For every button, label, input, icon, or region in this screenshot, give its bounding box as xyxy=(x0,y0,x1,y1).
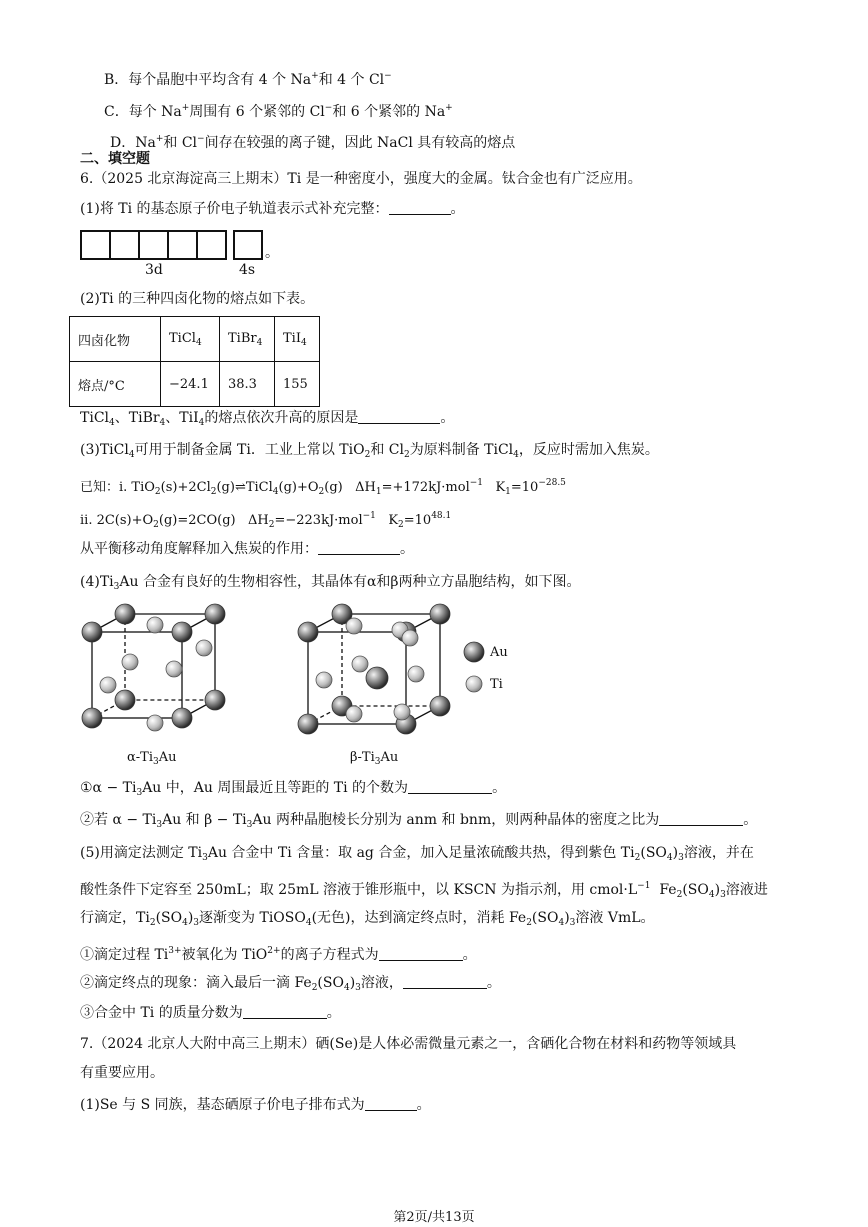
legend-ti-label: Ti xyxy=(490,677,503,692)
q6-part3-question: 从平衡移动角度解释加入焦炭的作用： 。 xyxy=(80,541,414,557)
table-cell: 155 xyxy=(275,362,320,407)
q7-stem-line2: 有重要应用。 xyxy=(80,1065,164,1081)
halide-table xyxy=(69,316,320,407)
page-footer: 第2页/共13页 xyxy=(393,1210,475,1225)
q7-stem-line1: 7.（2024 北京人大附中高三上期末）硒(Se)是人体必需微量元素之一，含硒化合物在材料和药物等领域具 xyxy=(80,1036,737,1052)
q6-part3: (3)TiCl$_4$可用于制备金属 Ti．工业上常以 TiO$_2$和 $Cl_2$为原料制备 TiCl$_4$，反应时需加入焦炭。 xyxy=(80,442,659,460)
q6-part2-question: TiCl$_4$、TiBr$_4$、TiI$_4$的熔点依次升高的原因是 。 xyxy=(80,410,455,428)
q6-part4-q2: ②若 $\alpha - Ti_3Au$ 和 $\beta - Ti_3Au$ 两种晶胞棱长分别为 anm 和 bnm，则两种晶体的密度之比为 。 xyxy=(80,812,758,830)
answer-blank[interactable] xyxy=(358,409,440,424)
orbital-4s-label: 4s xyxy=(239,262,256,278)
option-c: C．每个 Na+周围有 6 个紧邻的 Cl−和 6 个紧邻的 Na+ xyxy=(104,103,453,120)
table-row-label: 熔点/°C xyxy=(70,362,161,407)
answer-blank[interactable] xyxy=(408,779,492,794)
legend-au-label: Au xyxy=(490,645,508,660)
orbital-3d-boxes xyxy=(80,230,227,260)
section-title: 二、填空题 xyxy=(80,151,150,167)
q6-part5-q1: ①滴定过程 $Ti^{3+}$被氧化为 TiO$^{2+}$的离子方程式为 。 xyxy=(80,946,477,963)
orbital-3d-label: 3d xyxy=(145,262,163,278)
equation-i: 已知：i. $TiO_2(s)+2Cl_2(g)\rightleftharpoons TiCl_4(g)+O_2(g)$ $\Delta H_1=+172kJ\cdot mol^{-1}$ $K_1=10^{-28.5}$ xyxy=(80,478,566,497)
answer-blank[interactable] xyxy=(365,1096,417,1111)
answer-blank[interactable] xyxy=(243,1004,327,1019)
table-cell: TiI$_4$ xyxy=(275,317,320,362)
legend-ti-swatch xyxy=(466,676,482,692)
option-d: D．Na+和 Cl−间存在较强的离子键，因此 NaCl 具有较高的熔点 xyxy=(110,134,516,151)
q7-part1: (1)Se 与 S 同族，基态硒原子价电子排布式为 。 xyxy=(80,1097,431,1113)
alpha-caption: $\alpha-Ti_3Au$ xyxy=(127,750,177,767)
q6-part4: $(4)Ti_3Au$ 合金有良好的生物相容性，其晶体有α和β两种立方晶胞结构，如下图。 xyxy=(80,574,581,592)
crystal-figure xyxy=(70,600,540,770)
q6-part4-q1: ①α − $Ti_3Au$ 中，Au 周围最近且等距的 Ti 的个数为 。 xyxy=(80,780,507,798)
answer-blank[interactable] xyxy=(659,811,743,826)
table-row xyxy=(70,362,320,407)
answer-blank[interactable] xyxy=(403,974,487,989)
alpha-atoms xyxy=(82,604,225,731)
table-cell: −24.1 xyxy=(161,362,220,407)
table-cell: TiBr$_4$ xyxy=(220,317,275,362)
q6-stem: 6.（2025 北京海淀高三上期末）Ti 是一种密度小，强度大的金属。钛合金也有广泛应用。 xyxy=(80,171,642,187)
table-row xyxy=(70,317,320,362)
q6-part1: (1)将 Ti 的基态原子价电子轨道表示式补充完整： 。 xyxy=(80,201,465,217)
table-header: 四卤化物 xyxy=(70,317,161,362)
q6-part5-line3: 行滴定，$Ti_2(SO_4)_3$逐渐变为 TiOSO$_4$(无色)，达到滴定终点时，消耗 $Fe_2(SO_4)_3$溶液 VmL。 xyxy=(80,910,655,928)
q6-part5-line2: 酸性条件下定容至 250mL；取 25mL 溶液于锥形瓶中，以 KSCN 为指示剂，用 $cmol\cdot L^{-1}$ $Fe_2(SO_4)_3$溶液进 xyxy=(80,881,768,900)
beta-caption: $\beta-Ti_3Au$ xyxy=(350,750,399,767)
q6-part2: (2)Ti 的三种四卤化物的熔点如下表。 xyxy=(80,291,315,307)
beta-atoms xyxy=(298,604,450,734)
q6-part5-q2: ②滴定终点的现象：滴入最后一滴 $Fe_2(SO_4)_3$溶液， 。 xyxy=(80,975,501,993)
orbital-4s-box xyxy=(233,230,263,260)
orbital-end: 。 xyxy=(265,245,279,261)
answer-blank[interactable] xyxy=(389,200,451,215)
legend-au-swatch xyxy=(464,642,484,662)
answer-blank[interactable] xyxy=(379,946,463,961)
table-cell: TiCl$_4$ xyxy=(161,317,220,362)
option-b: B．每个晶胞中平均含有 4 个 Na+和 4 个 Cl− xyxy=(104,71,392,88)
q6-part5-line1: (5)用滴定法测定 $Ti_3Au$ 合金中 Ti 含量：取 ag 合金，加入足量浓硫酸共热，得到紫色 $Ti_2(SO_4)_3$溶液，并在 xyxy=(80,845,754,863)
equation-ii: ii. $2C(s)+O_2(g)=2CO(g)$ $\Delta H_2=-223kJ\cdot mol^{-1}$ $K_2=10^{48.1}$ xyxy=(80,511,452,530)
table-cell: 38.3 xyxy=(220,362,275,407)
answer-blank[interactable] xyxy=(318,540,400,555)
q6-part5-q3: ③合金中 Ti 的质量分数为 。 xyxy=(80,1005,341,1021)
